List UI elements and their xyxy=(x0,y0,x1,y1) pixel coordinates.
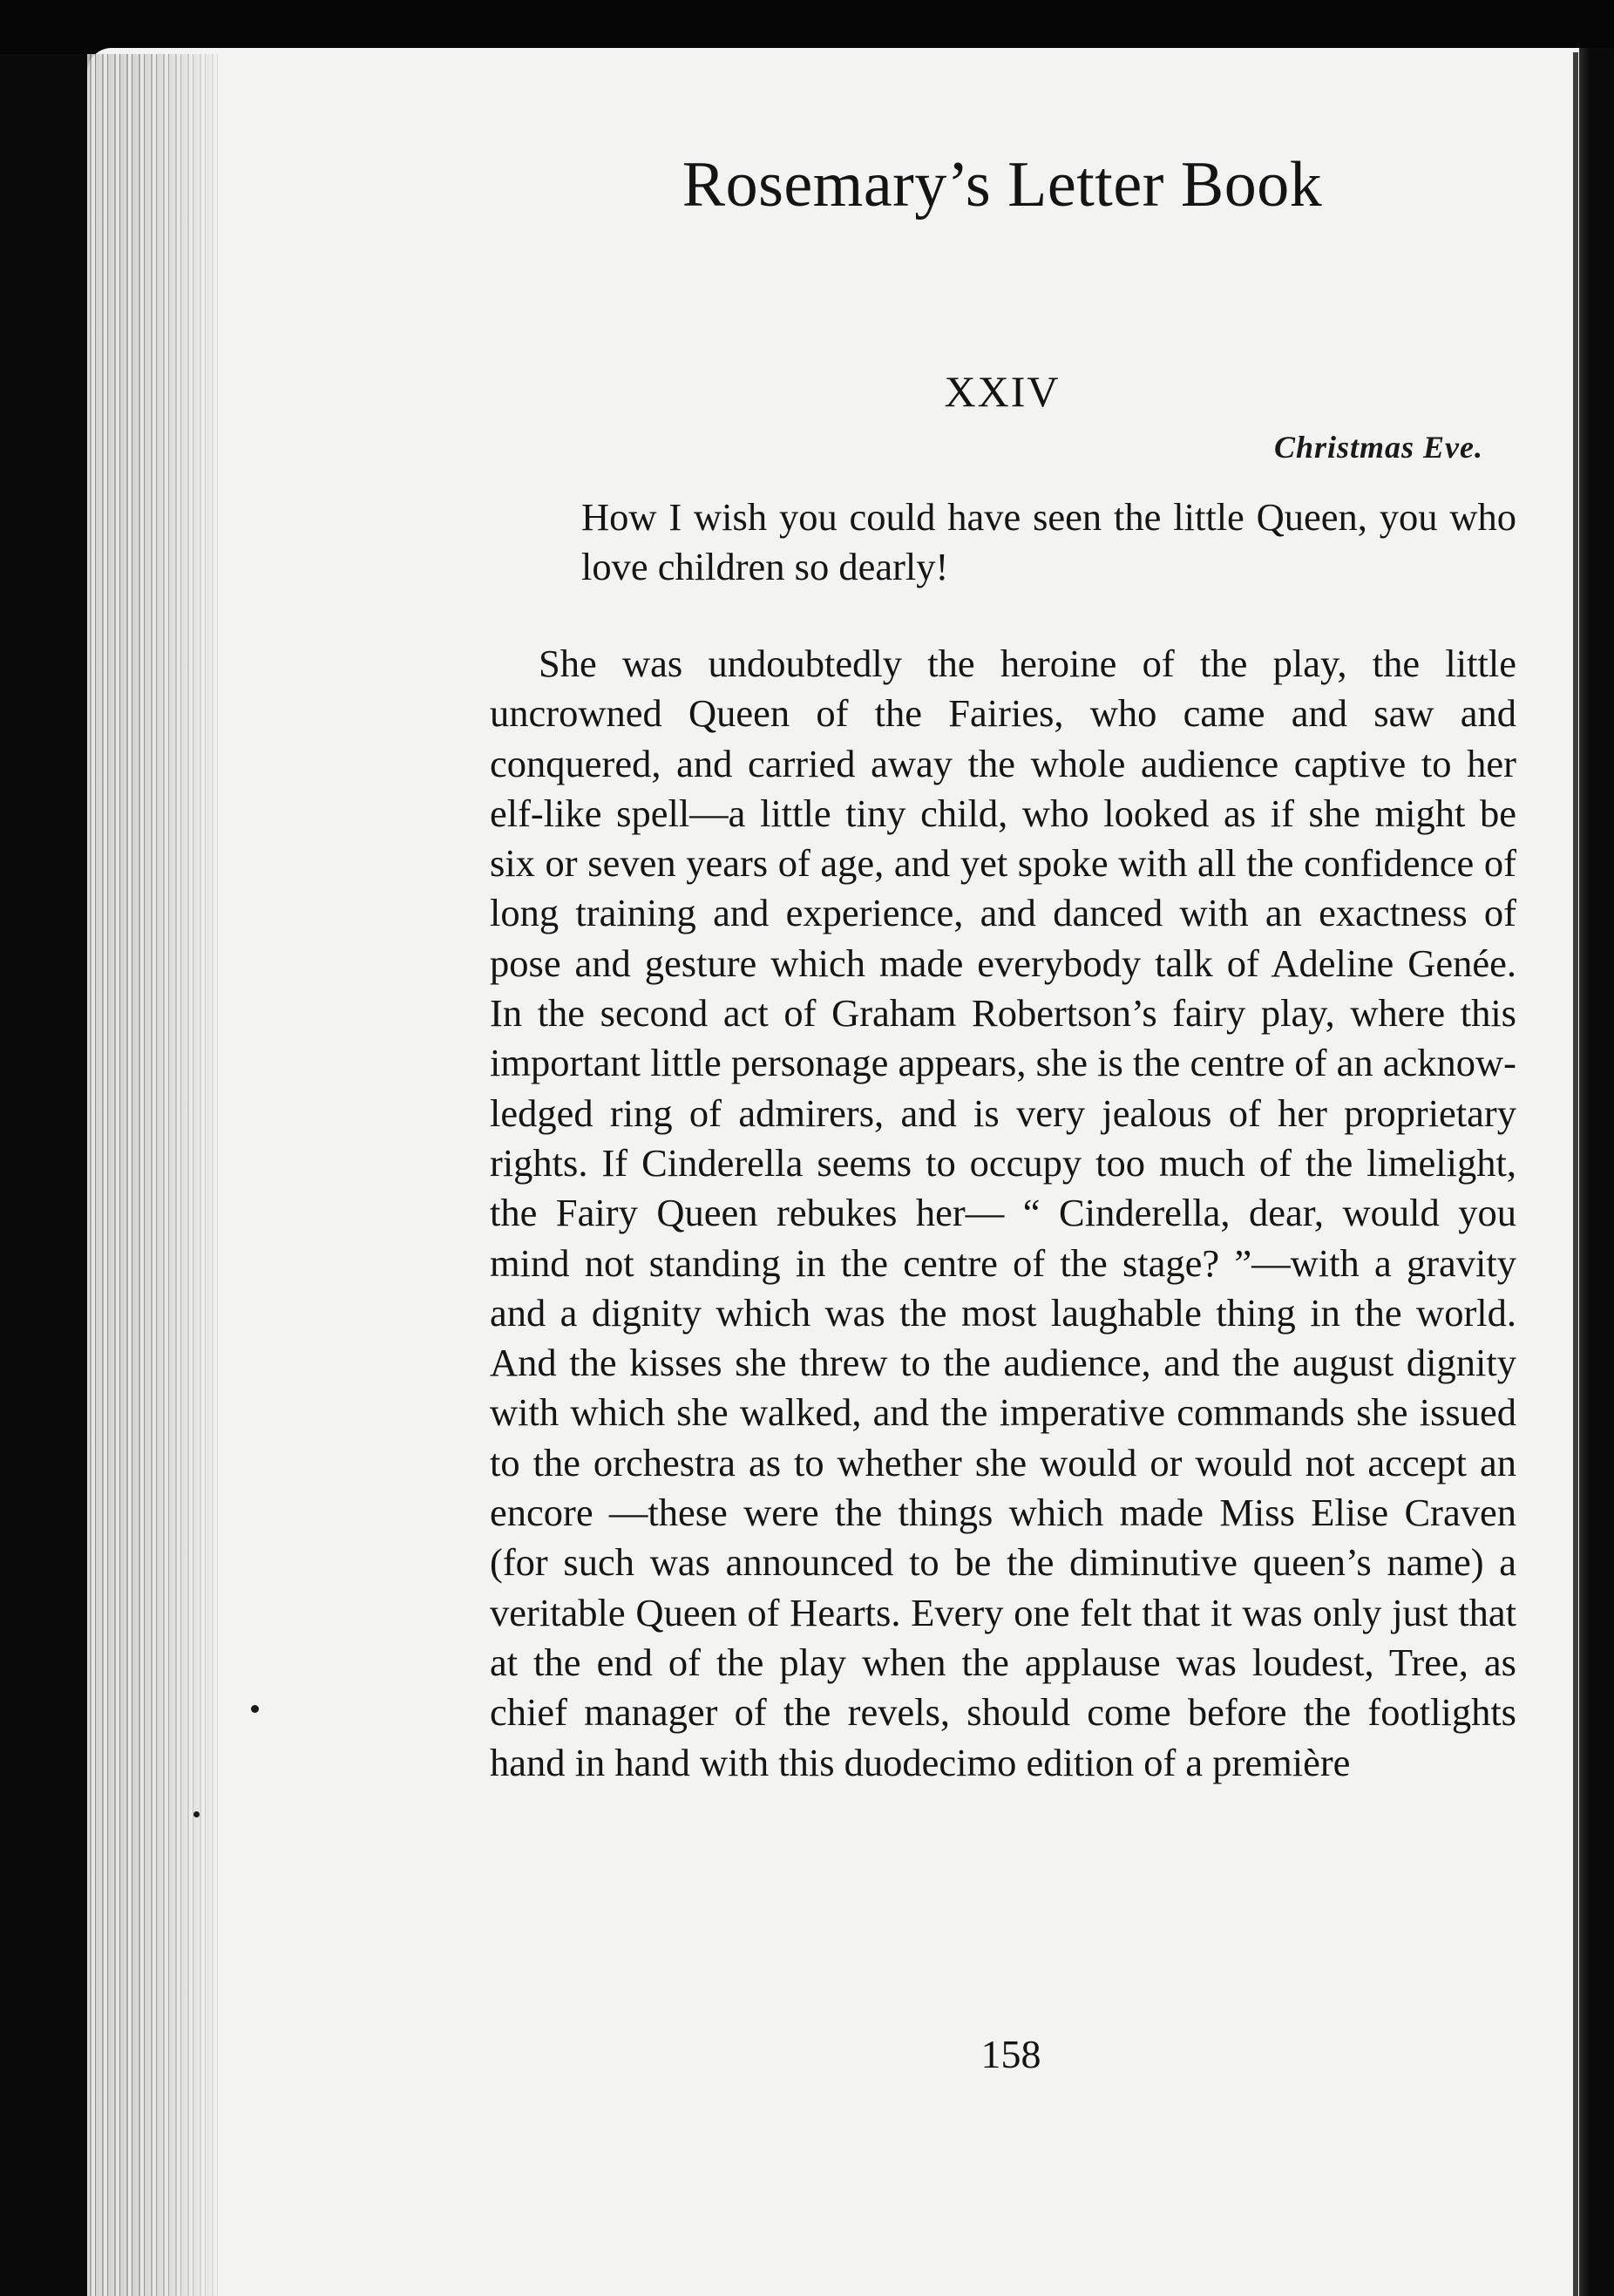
paragraph-1: How I wish you could have seen the little Queen, you who love children so dearly! xyxy=(581,495,1516,589)
book-gutter xyxy=(1579,48,1614,2296)
scan-top-border xyxy=(0,0,1614,54)
binding-edge xyxy=(1573,52,1578,2296)
running-head: Rosemary’s Letter Book xyxy=(682,149,1323,221)
ink-speck xyxy=(251,1705,259,1713)
chapter-number: XXIV xyxy=(944,367,1061,416)
ink-speck xyxy=(193,1811,200,1817)
paragraph-2: She was undoubtedly the heroine of the play, the little uncrowned Queen of the Fairies, who came and saw and conquered, and carried away the whole audience captive to her elf-like spell—a little tiny child, who looked as if she might be six or seven years of age, and yet spoke with all the confidence of long training and experience, and danced with an exactness of pose and gesture which made everybody talk of Adeline Genée. In the second act of Graham Robertson’s fairy play, where this important little personage appears, she is the centre of an acknowledged ring of admirers, and is very jealous of her proprietary rights. If Cinderella seems to occupy too much of the limelight, the Fairy Queen rebukes her— “ Cinderella, dear, would you mind not standing in the centre of the stage? ”—with a gravity and a dignity which was the most laughable thing in the world. And the kisses she threw to the audience, and the august dignity with which she walked, and the imperative commands she issued to the orchestra as to whether she would or would not accept an encore —these were the things which made Miss Elise Craven (for such was announced to be the diminutive queen’s name) a veritable Queen of Hearts. Every one felt that it was only just that at the end of the play when the applause was loudest, Tree, as chief manager of the revels, should come before the footlights hand in hand with this duodecimo edition of a première xyxy=(490,642,1516,1784)
page-number: 158 xyxy=(980,2032,1041,2076)
dateline: Christmas Eve. xyxy=(1273,430,1483,465)
page-edge-shading xyxy=(139,54,244,2296)
